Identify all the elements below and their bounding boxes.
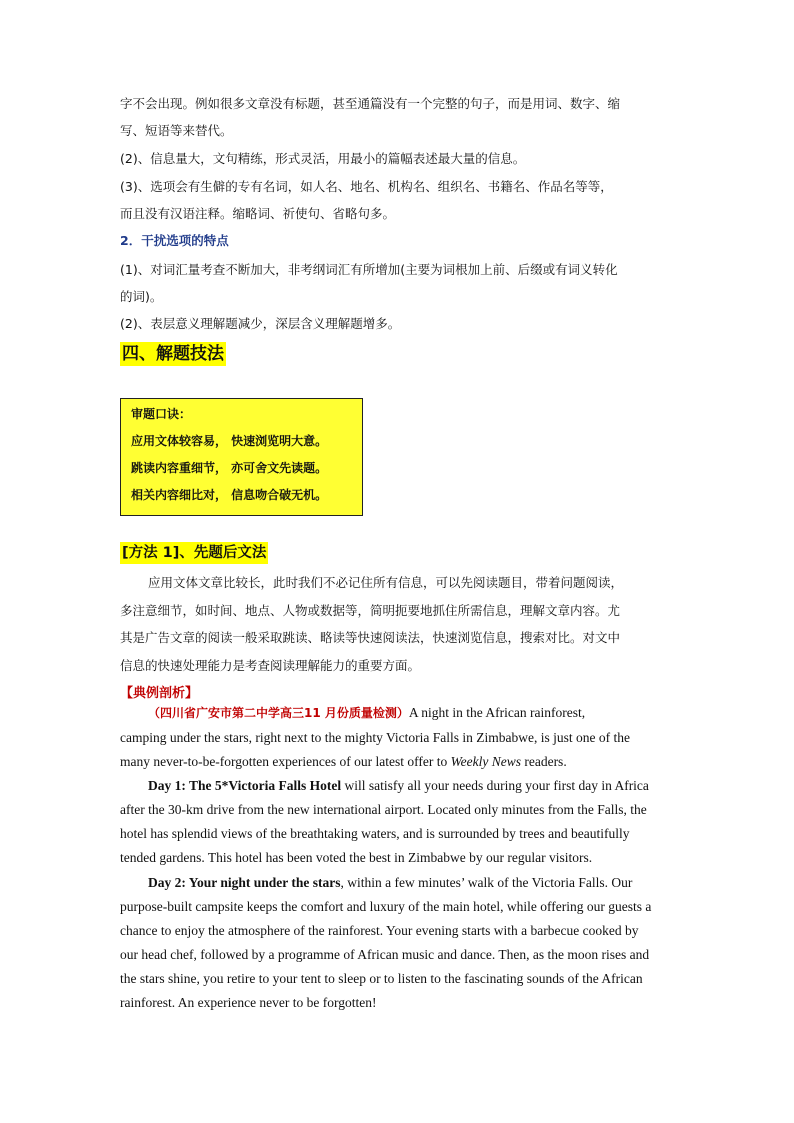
distractors-item-1-line-2: 的词)。	[120, 289, 163, 304]
intro-line-1: 字不会出现。例如很多文章没有标题，甚至通篇没有一个完整的句子，而是用词、数字、缩	[120, 96, 621, 111]
example-intro-line-3	[120, 752, 567, 772]
day-2-rest: , within a few minutes’ walk of the Victoria Falls. Our	[340, 875, 633, 890]
example-publication-name: Weekly News	[450, 754, 521, 769]
example-label: 【典例剖析】	[120, 686, 199, 701]
distractors-item-2: (2)、表层意义理解题减少，深层含义理解题增多。	[120, 316, 401, 331]
example-intro-rest: A night in the African rainforest,	[408, 705, 586, 720]
distractors-heading: 2．干扰选项的特点	[120, 233, 229, 248]
method-1-para-line-2: 多注意细节，如时间、地点、人物或数据等，简明扼要地抓住所需信息，理解文章内容。尤	[120, 603, 621, 618]
day-1-heading: Day 1: The 5*Victoria Falls Hotel	[148, 778, 342, 793]
day-1-line-1	[148, 776, 649, 796]
day-2-line-5: the stars shine, you retire to your tent to sleep or to listen to the fascinating sounds of the African	[120, 971, 643, 986]
example-intro-line-3-b: readers.	[520, 754, 567, 769]
tips-line-2: 跳读内容重细节， 亦可舍文先读题。	[131, 461, 328, 475]
intro-item-2: (2)、信息量大，文句精练，形式灵活，用最小的篇幅表述最大量的信息。	[120, 151, 526, 166]
day-2-line-1	[148, 873, 632, 893]
example-intro-line-1	[148, 703, 585, 723]
day-2-line-6: rainforest. An experience never to be forgotten!	[120, 995, 377, 1010]
intro-line-2: 写、短语等来替代。	[120, 123, 233, 138]
day-1-rest: will satisfy all your needs during your first day in Africa	[341, 778, 649, 793]
tips-box	[120, 398, 363, 516]
day-2-line-2: purpose-built campsite keeps the comfort and luxury of the main hotel, while offering our guests a	[120, 899, 652, 914]
example-source: （四川省广安市第二中学高三11 月份质量检测）	[148, 706, 409, 720]
method-1-para-line-3: 其是广告文章的阅读一般采取跳读、略读等快速阅读法，快速浏览信息，搜索对比。对文中	[120, 630, 621, 645]
tips-line-3: 相关内容细比对， 信息吻合破无机。	[131, 488, 328, 502]
method-1-title: [方法 1]、先题后文法	[120, 542, 268, 564]
day-2-line-4: our head chef, followed by a programme of African music and dance. Then, as the moon rises and	[120, 947, 650, 962]
day-1-line-4: tended gardens. This hotel has been voted the best in Zimbabwe by our regular visitors.	[120, 850, 593, 865]
example-intro-line-3-a: many never-to-be-forgotten experiences of our latest offer to	[120, 754, 451, 769]
section-title: 四、解题技法	[122, 344, 224, 364]
tips-line-1: 应用文体较容易， 快速浏览明大意。	[131, 434, 328, 448]
method-1-para-line-1: 应用文体文章比较长，此时我们不必记住所有信息，可以先阅读题目，带着问题阅读，	[148, 575, 624, 590]
example-intro-line-2: camping under the stars, right next to the mighty Victoria Falls in Zimbabwe, is just one of the	[120, 730, 630, 745]
intro-item-3-line-2: 而且没有汉语注释。缩略词、祈使句、省略句多。	[120, 206, 396, 221]
day-2-heading: Day 2: Your night under the stars	[148, 875, 341, 890]
distractors-item-1-line-1: (1)、对词汇量考查不断加大，非考纲词汇有所增加(主要为词根加上前、后缀或有词义转化	[120, 262, 618, 277]
day-1-line-3: hotel has splendid views of the breathtaking waters, and is surrounded by trees and beautifully	[120, 826, 630, 841]
day-1-line-2: after the 30-km drive from the new international airport. Located only minutes from the Falls, the	[120, 802, 647, 817]
method-1-para-line-4: 信息的快速处理能力是考查阅读理解能力的重要方面。	[120, 658, 421, 673]
day-2-line-3: chance to enjoy the atmosphere of the rainforest. Your evening starts with a barbecue cooked by	[120, 923, 639, 938]
tips-title: 审题口诀：	[131, 407, 192, 421]
intro-item-3-line-1: (3)、选项会有生僻的专有名词，如人名、地名、机构名、组织名、书籍名、作品名等等，	[120, 179, 613, 194]
